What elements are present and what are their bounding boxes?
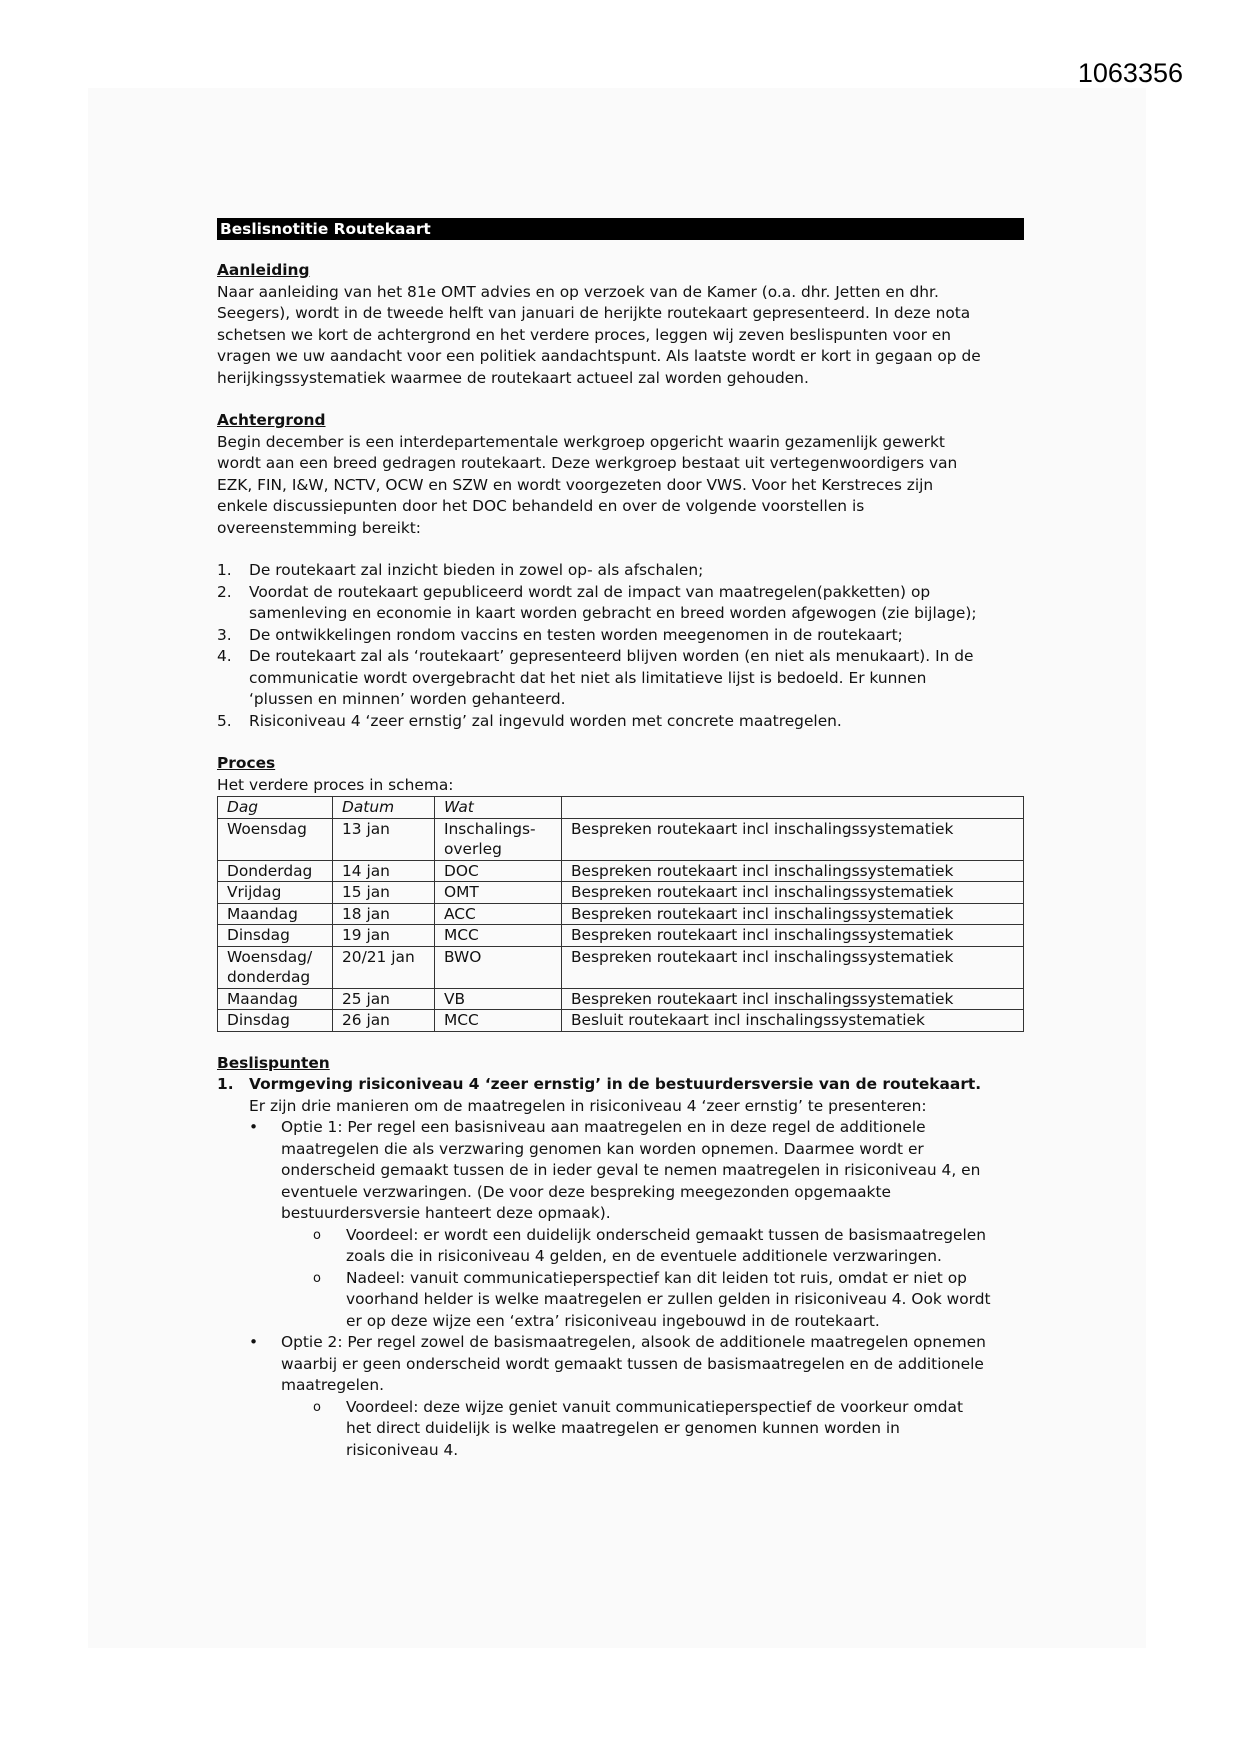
- cell-datum: 19 jan: [333, 925, 435, 947]
- cell-dag: [218, 860, 333, 882]
- cell-wat: [435, 882, 562, 904]
- list-number: 3.: [217, 625, 232, 644]
- table-row: [218, 946, 1024, 988]
- cell-datum: 13 jan: [333, 818, 435, 860]
- cell-line: Woensdag: [227, 819, 307, 838]
- cell-datum: 20/21 jan: [333, 946, 435, 988]
- decision-point-number: 1.: [217, 1075, 234, 1093]
- cell-line: BWO: [444, 947, 482, 966]
- option-item: [217, 1332, 1024, 1397]
- cell-line: Maandag: [227, 904, 298, 923]
- document-body: [217, 218, 1024, 1461]
- list-item-line: De routekaart zal inzicht bieden in zowel op- als afschalen;: [249, 561, 704, 579]
- list-item-line: Voordat de routekaart gepubliceerd wordt zal de impact van maatregelen(pakketten) op: [249, 582, 931, 601]
- paragraph-line: Seegers), wordt in de tweede helft van januari de herijkte routekaart gepresenteerd. In deze nota: [217, 304, 971, 322]
- paragraph-line: enkele discussiepunten door het DOC behandeld en over de volgende voorstellen is: [217, 497, 865, 515]
- sub-item-line: Voordeel: deze wijze geniet vanuit communicatieperspectief de voorkeur omdat: [346, 1397, 963, 1416]
- cell-line: MCC: [444, 926, 479, 944]
- sub-bullet-mark: o: [313, 1270, 321, 1286]
- cell-omschrijving: Besluit routekaart incl inschalingssystematiek: [562, 1010, 1024, 1032]
- paragraph-line: herijkingssystematiek waarmee de routekaart actueel zal worden gehouden.: [217, 368, 809, 387]
- cell-line: Maandag: [227, 989, 298, 1008]
- option-line: waarbij er geen onderscheid wordt gemaakt tussen de basismaatregelen en de additionele: [281, 1354, 984, 1373]
- cell-wat: [435, 988, 562, 1010]
- paragraph-line: Begin december is een interdepartementale werkgroep opgericht waarin gezamenlijk gewerkt: [217, 432, 945, 451]
- decision-point-intro: Er zijn drie manieren om de maatregelen in risiconiveau 4 ‘zeer ernstig’ te presenteren:: [249, 1096, 927, 1115]
- bullet-mark: •: [249, 1333, 259, 1351]
- section-aanleiding: [217, 260, 1024, 389]
- cell-omschrijving: Bespreken routekaart incl inschalingssystematiek: [562, 818, 1024, 860]
- option-sub-item: [217, 1397, 1024, 1462]
- option-sub-item: [217, 1268, 1024, 1333]
- cell-wat: [435, 818, 562, 860]
- section-heading-beslispunten: Beslispunten: [217, 1053, 330, 1072]
- list-number: 2.: [217, 582, 232, 601]
- cell-line: donderdag: [227, 968, 311, 986]
- cell-dag: [218, 925, 333, 947]
- cell-dag: [218, 882, 333, 904]
- cell-line: Dinsdag: [227, 926, 290, 944]
- cell-omschrijving: Bespreken routekaart incl inschalingssystematiek: [562, 988, 1024, 1010]
- cell-datum: 14 jan: [333, 860, 435, 882]
- process-schedule-table: [217, 796, 1024, 1032]
- cell-line: MCC: [444, 1011, 479, 1029]
- list-item-line: De routekaart zal als ‘routekaart’ gepresenteerd blijven worden (en niet als menukaart). In de: [249, 647, 974, 665]
- list-item: [217, 560, 1024, 582]
- cell-datum: 25 jan: [333, 988, 435, 1010]
- table-row: [218, 988, 1024, 1010]
- list-item-line: De ontwikkelingen rondom vaccins en testen worden meegenomen in de routekaart;: [249, 625, 903, 644]
- cell-line: VB: [444, 989, 466, 1008]
- list-number: 4.: [217, 647, 232, 665]
- option-line: maatregelen die als verzwaring genomen kan worden opnemen. Daarmee wordt er: [281, 1139, 924, 1158]
- paragraph-line: schetsen we kort de achtergrond en het verdere proces, leggen wij zeven beslispunten voor en: [217, 325, 952, 344]
- cell-dag: [218, 946, 333, 988]
- cell-omschrijving: Bespreken routekaart incl inschalingssystematiek: [562, 860, 1024, 882]
- sub-bullet-mark: o: [313, 1399, 321, 1415]
- section-heading-proces: Proces: [217, 754, 276, 772]
- sub-item-line: Nadeel: vanuit communicatieperspectief kan dit leiden tot ruis, omdat er niet op: [346, 1268, 967, 1287]
- paragraph-line: EZK, FIN, I&W, NCTV, OCW en SZW en wordt voorgezeten door VWS. Voor het Kerstreces zijn: [217, 475, 934, 494]
- table-row: [218, 1010, 1024, 1032]
- cell-wat: [435, 903, 562, 925]
- table-row: [218, 925, 1024, 947]
- option-line: maatregelen.: [281, 1376, 384, 1394]
- cell-omschrijving: Bespreken routekaart incl inschalingssystematiek: [562, 903, 1024, 925]
- document-number: 1063356: [1077, 58, 1183, 88]
- list-number: 5.: [217, 711, 232, 730]
- section-heading-aanleiding: Aanleiding: [217, 261, 310, 279]
- list-item-line: samenleving en economie in kaart worden gebracht en breed worden afgewogen (zie bijlage);: [249, 604, 977, 622]
- column-header-wat: Wat: [435, 797, 562, 819]
- cell-line: DOC: [444, 861, 479, 880]
- option-sub-item: [217, 1225, 1024, 1268]
- cell-wat: [435, 860, 562, 882]
- option-item: [217, 1117, 1024, 1225]
- sub-item-line: het direct duidelijk is welke maatregelen er genomen kunnen worden in: [346, 1419, 900, 1437]
- document-title: Beslisnotitie Routekaart: [217, 218, 1024, 240]
- list-item: [217, 646, 1024, 711]
- cell-dag: [218, 988, 333, 1010]
- column-header-datum: Datum: [333, 797, 435, 819]
- paragraph-line: wordt aan een breed gedragen routekaart. Deze werkgroep bestaat uit vertegenwoordigers van: [217, 454, 958, 472]
- list-item-line: communicatie wordt overgebracht dat het niet als limitatieve lijst is bedoeld. Er kunnen: [249, 668, 927, 687]
- sub-item-line: zoals die in risiconiveau 4 gelden, en de eventuele additionele verzwaringen.: [346, 1247, 942, 1265]
- paragraph-line: Het verdere proces in schema:: [217, 775, 454, 794]
- cell-line: overleg: [444, 840, 502, 858]
- section-heading-achtergrond: Achtergrond: [217, 411, 326, 429]
- option-line: Optie 1: Per regel een basisniveau aan maatregelen en in deze regel de additionele: [281, 1118, 926, 1136]
- paragraph-line: overeenstemming bereikt:: [217, 518, 421, 537]
- cell-line: Vrijdag: [227, 883, 282, 901]
- sub-item-line: risiconiveau 4.: [346, 1440, 459, 1459]
- cell-datum: 18 jan: [333, 903, 435, 925]
- cell-wat: [435, 925, 562, 947]
- table-row: [218, 818, 1024, 860]
- table-row: [218, 860, 1024, 882]
- cell-line: Inschalings-: [444, 819, 536, 838]
- paragraph-line: vragen we uw aandacht voor een politiek aandachtspunt. Als laatste wordt er kort in gegaan op de: [217, 347, 981, 365]
- cell-wat: [435, 946, 562, 988]
- sub-item-line: er op deze wijze een ‘extra’ risiconiveau ingebouwd in de routekaart.: [346, 1311, 880, 1330]
- cell-datum: 15 jan: [333, 882, 435, 904]
- paragraph-line: Naar aanleiding van het 81e OMT advies en op verzoek van de Kamer (o.a. dhr. Jetten en dhr.: [217, 282, 939, 301]
- list-item-line: ‘plussen en minnen’ worden gehanteerd.: [249, 690, 566, 708]
- cell-line: Donderdag: [227, 861, 313, 880]
- cell-line: ACC: [444, 904, 476, 923]
- list-item: [217, 582, 1024, 625]
- list-item-line: Risiconiveau 4 ‘zeer ernstig’ zal ingevuld worden met concrete maatregelen.: [249, 711, 842, 730]
- cell-omschrijving: Bespreken routekaart incl inschalingssystematiek: [562, 946, 1024, 988]
- section-beslispunten: [217, 1053, 1024, 1462]
- sub-item-line: Voordeel: er wordt een duidelijk onderscheid gemaakt tussen de basismaatregelen: [346, 1225, 986, 1244]
- cell-line: Dinsdag: [227, 1011, 290, 1029]
- table-row: [218, 903, 1024, 925]
- option-line: eventuele verzwaringen. (De voor deze bespreking meegezonden opgemaakte: [281, 1182, 891, 1201]
- table-header-row: [218, 797, 1024, 819]
- cell-omschrijving: Bespreken routekaart incl inschalingssystematiek: [562, 882, 1024, 904]
- cell-line: OMT: [444, 883, 479, 901]
- decision-point-title: [217, 1074, 1024, 1096]
- column-header-dag: Dag: [218, 797, 333, 819]
- sub-bullet-mark: o: [313, 1227, 321, 1243]
- list-number: 1.: [217, 561, 232, 579]
- bullet-mark: •: [249, 1118, 259, 1136]
- cell-datum: 26 jan: [333, 1010, 435, 1032]
- list-item: [217, 711, 1024, 733]
- cell-omschrijving: Bespreken routekaart incl inschalingssystematiek: [562, 925, 1024, 947]
- section-proces: [217, 753, 1024, 1032]
- table-row: [218, 882, 1024, 904]
- decision-point-title-text: Vormgeving risiconiveau 4 ‘zeer ernstig’ in de bestuurdersversie van de routekaart.: [249, 1075, 982, 1093]
- sub-item-line: voorhand helder is welke maatregelen er zullen gelden in risiconiveau 4. Ook wordt: [346, 1290, 991, 1308]
- list-item: [217, 625, 1024, 647]
- cell-line: Woensdag/: [227, 947, 313, 966]
- numbered-list: [217, 560, 1024, 732]
- cell-dag: [218, 818, 333, 860]
- column-header-omschrijving: [562, 797, 1024, 819]
- option-line: Optie 2: Per regel zowel de basismaatregelen, alsook de additionele maatregelen opnemen: [281, 1333, 986, 1351]
- section-achtergrond: [217, 410, 1024, 732]
- option-line: bestuurdersversie hanteert deze opmaak).: [281, 1204, 611, 1222]
- cell-dag: [218, 1010, 333, 1032]
- cell-dag: [218, 903, 333, 925]
- option-line: onderscheid gemaakt tussen de in ieder geval te nemen maatregelen in risiconiveau 4, en: [281, 1161, 981, 1179]
- cell-wat: [435, 1010, 562, 1032]
